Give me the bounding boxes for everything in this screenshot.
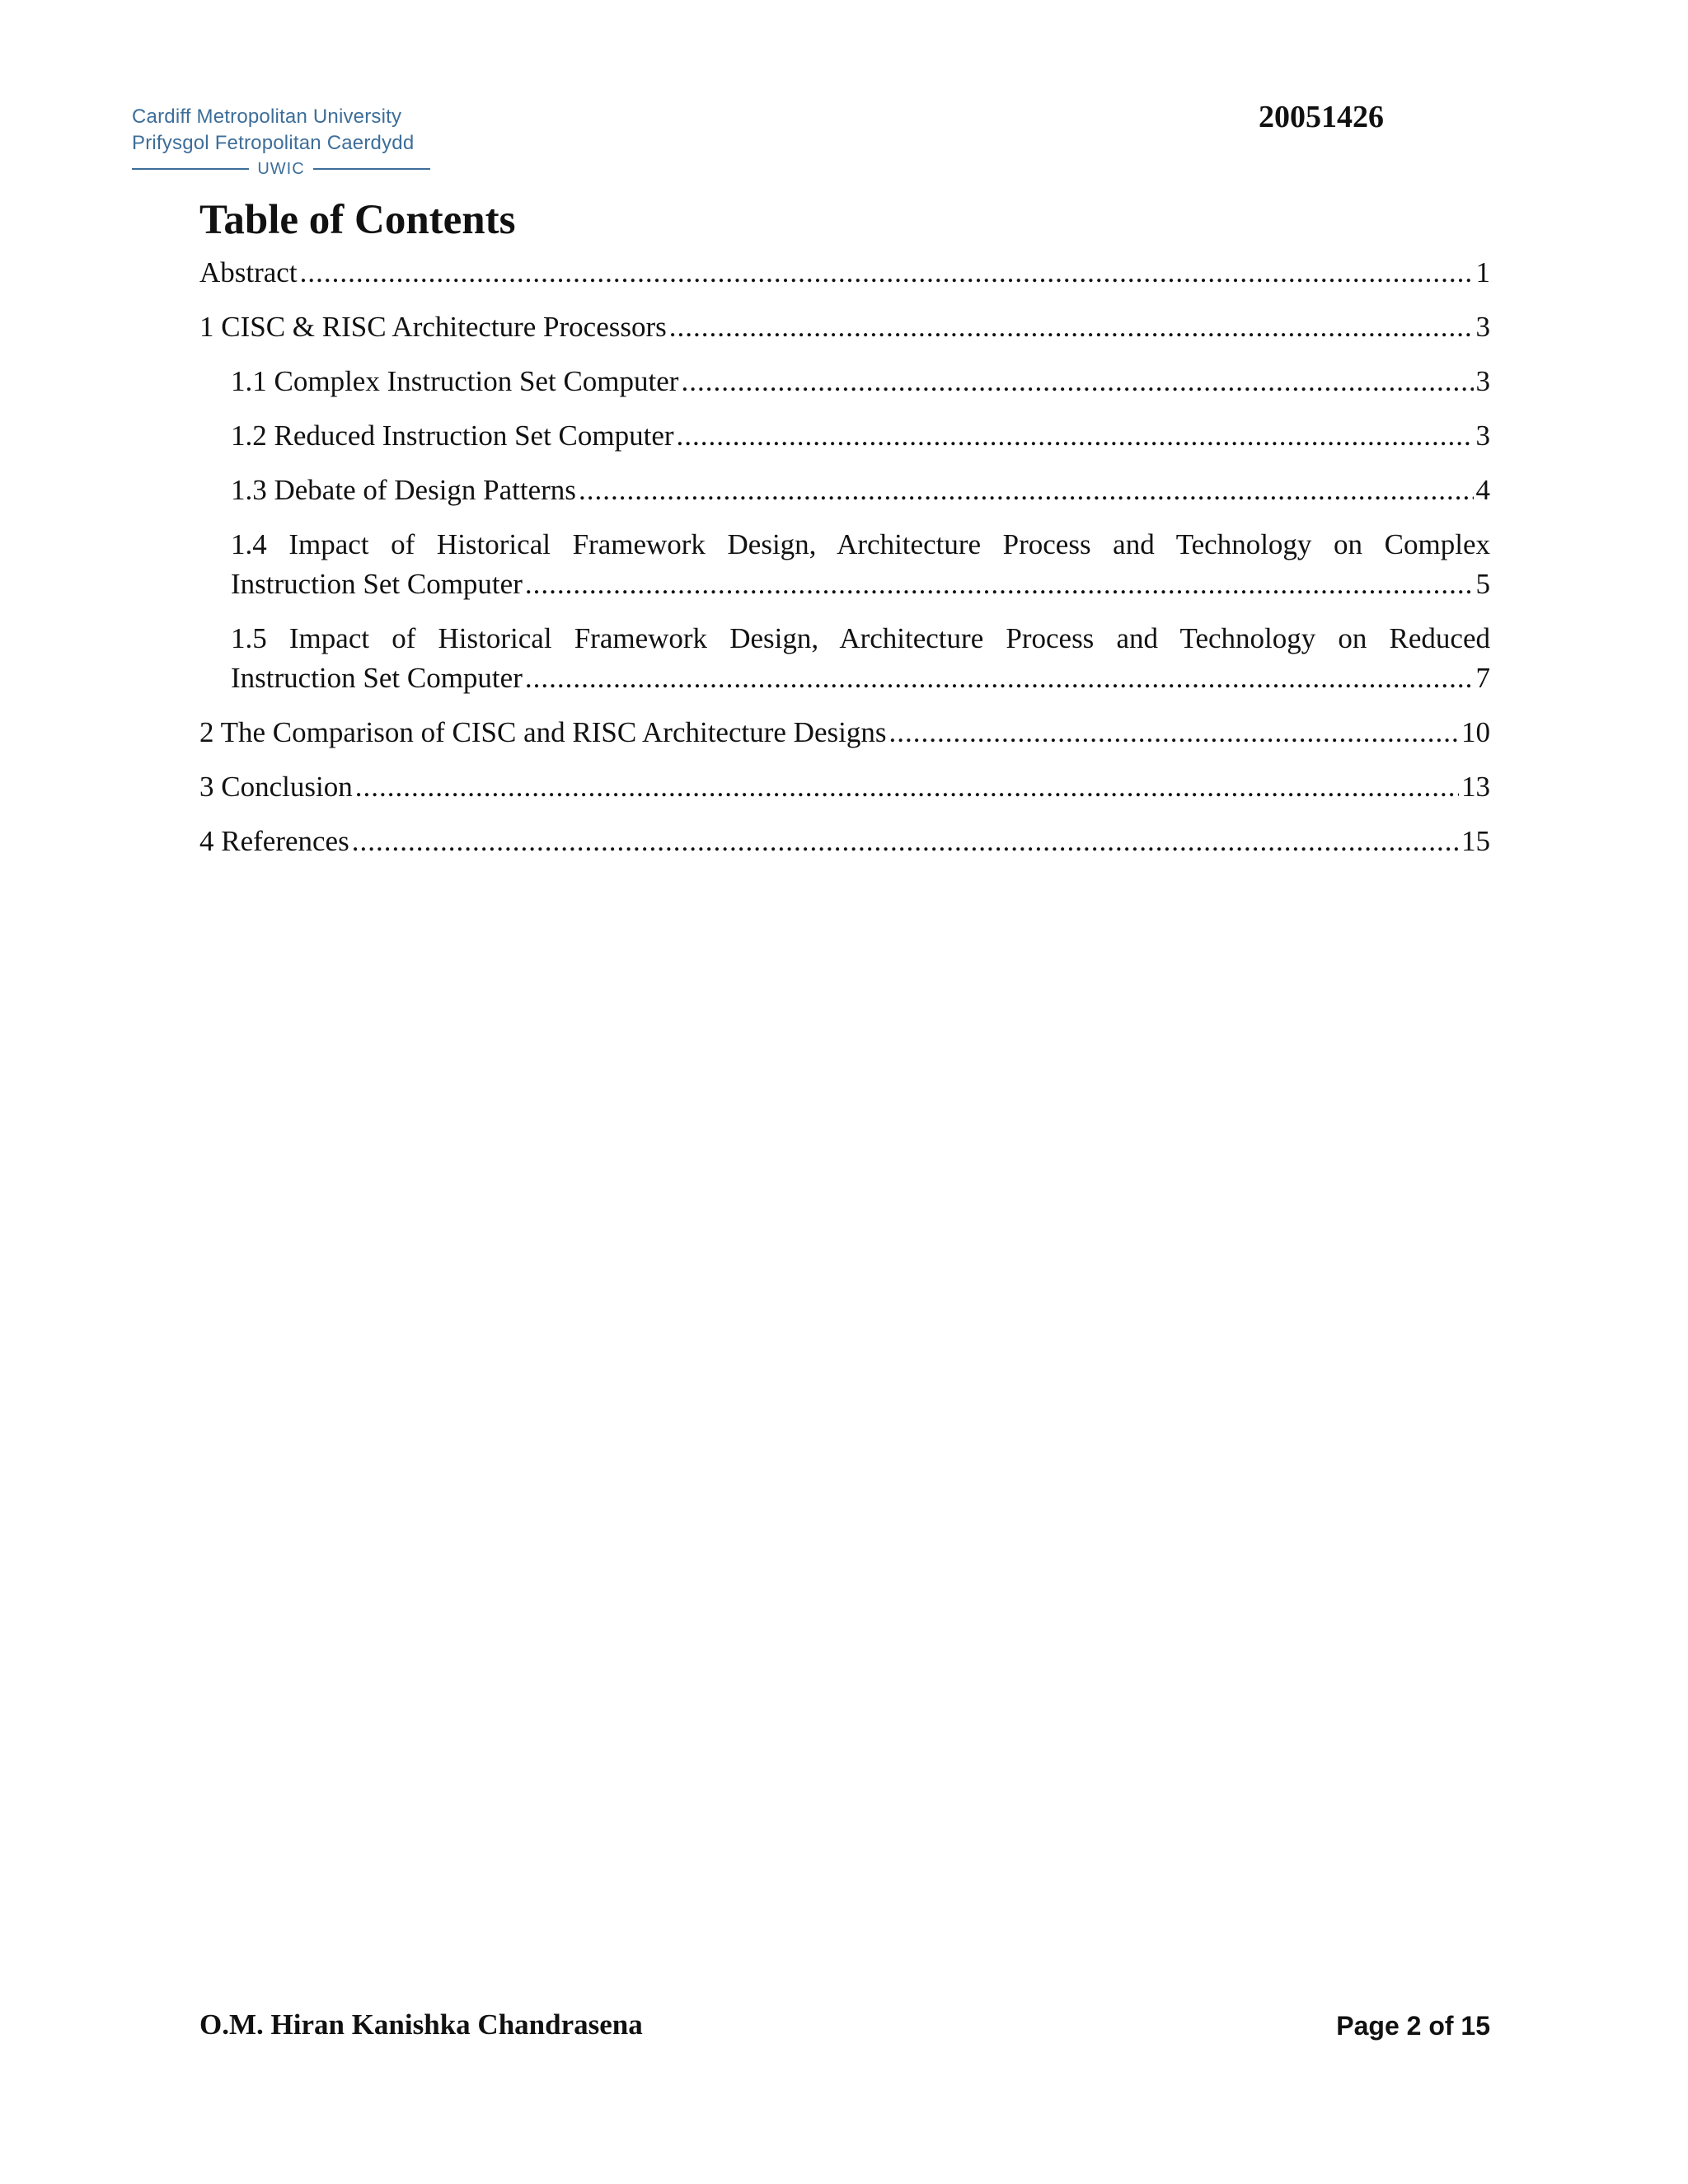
toc-entry-page: 3 bbox=[1475, 419, 1490, 452]
toc-title: Table of Contents bbox=[199, 197, 516, 243]
logo-mark: UWIC bbox=[257, 159, 305, 178]
toc-entry-label: 4 References bbox=[199, 825, 349, 857]
toc-entry-label: Abstract bbox=[199, 256, 298, 288]
toc-entry-label-line2: Instruction Set Computer bbox=[231, 568, 523, 600]
logo-line-welsh: Prifysgol Fetropolitan Caerdydd bbox=[132, 132, 415, 154]
logo-rule-right bbox=[313, 168, 430, 170]
toc-entry-label: 2 The Comparison of CISC and RISC Architecture Designs bbox=[199, 716, 887, 748]
toc-entry-page: 3 bbox=[1475, 311, 1490, 343]
toc-entry-label: 1.2 Reduced Instruction Set Computer bbox=[231, 419, 674, 452]
table-of-contents bbox=[199, 253, 1490, 876]
toc-entry-label-line1: 1.5 Impact of Historical Framework Design, Architecture Process and Technology on Reduced bbox=[231, 622, 1490, 654]
toc-entry-label: 1 CISC & RISC Architecture Processors bbox=[199, 311, 667, 343]
toc-entry-label: 1.3 Debate of Design Patterns bbox=[231, 474, 576, 506]
toc-entry-page: 15 bbox=[1461, 825, 1490, 857]
toc-entry-reduced-instruction-set[interactable] bbox=[199, 416, 1490, 456]
toc-entry-page: 7 bbox=[1475, 662, 1490, 694]
logo-line-english: Cardiff Metropolitan University bbox=[132, 105, 402, 128]
logo-rule-left bbox=[132, 168, 249, 170]
toc-entry-page: 5 bbox=[1475, 568, 1490, 600]
toc-entry-design-patterns[interactable] bbox=[199, 471, 1490, 510]
toc-entry-label: 3 Conclusion bbox=[199, 771, 353, 803]
toc-entry-label: 1.1 Complex Instruction Set Computer bbox=[231, 365, 679, 397]
toc-leader-dots bbox=[525, 565, 1474, 604]
student-id: 20051426 bbox=[1259, 100, 1384, 134]
toc-entry-second-line bbox=[231, 658, 1490, 698]
toc-entry-complex-instruction-set[interactable] bbox=[199, 362, 1490, 401]
toc-entry-label-line1: 1.4 Impact of Historical Framework Design, Architecture Process and Technology on Complex bbox=[231, 528, 1490, 560]
toc-leader-dots bbox=[889, 713, 1459, 752]
toc-entry-page: 10 bbox=[1461, 716, 1490, 748]
toc-entry-conclusion[interactable] bbox=[199, 767, 1490, 807]
toc-leader-dots bbox=[669, 307, 1474, 347]
toc-entry-references[interactable] bbox=[199, 822, 1490, 861]
toc-entry-second-line bbox=[231, 565, 1490, 604]
toc-entry-page: 4 bbox=[1475, 474, 1490, 506]
toc-entry-abstract[interactable] bbox=[199, 253, 1490, 293]
toc-entry-impact-risc[interactable] bbox=[199, 619, 1490, 698]
toc-leader-dots bbox=[352, 822, 1459, 861]
toc-leader-dots bbox=[525, 658, 1474, 698]
university-logo bbox=[132, 104, 430, 180]
toc-entry-comparison[interactable] bbox=[199, 713, 1490, 752]
toc-entry-cisc-risc-processors[interactable] bbox=[199, 307, 1490, 347]
toc-leader-dots bbox=[300, 253, 1474, 293]
toc-leader-dots bbox=[579, 471, 1474, 510]
toc-leader-dots bbox=[681, 362, 1473, 401]
toc-entry-impact-cisc[interactable] bbox=[199, 525, 1490, 604]
toc-leader-dots bbox=[355, 767, 1459, 807]
toc-entry-page: 3 bbox=[1475, 365, 1490, 397]
toc-leader-dots bbox=[677, 416, 1474, 456]
logo-rule bbox=[132, 158, 430, 180]
footer-author: O.M. Hiran Kanishka Chandrasena bbox=[199, 2008, 643, 2041]
toc-entry-page: 1 bbox=[1475, 256, 1490, 288]
toc-entry-page: 13 bbox=[1461, 771, 1490, 803]
footer-page-number: Page 2 of 15 bbox=[1336, 2011, 1490, 2041]
toc-entry-label-line2: Instruction Set Computer bbox=[231, 662, 523, 694]
